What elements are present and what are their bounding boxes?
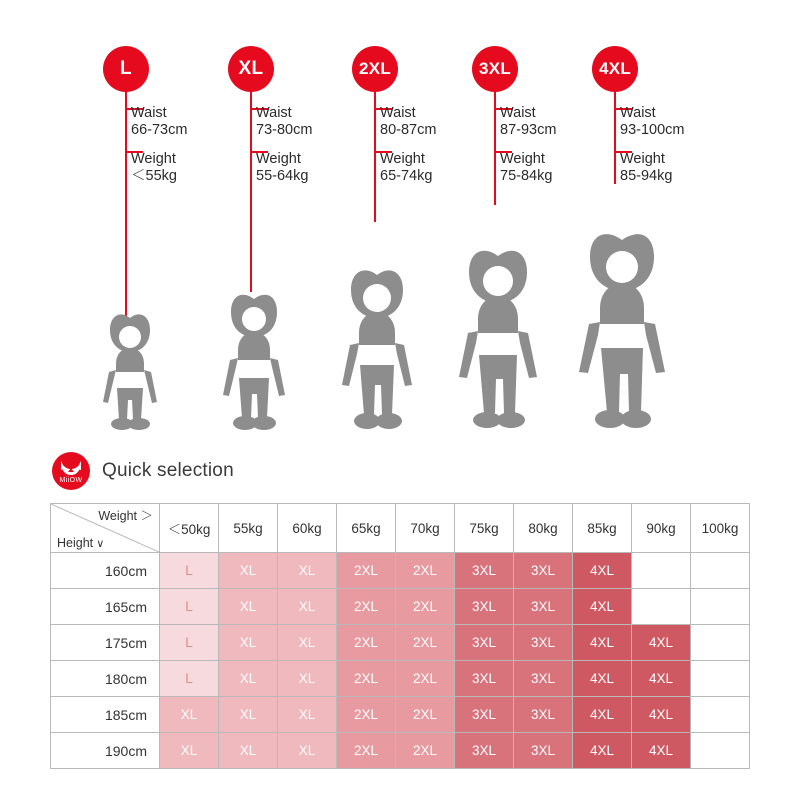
weight-col-header: 80kg <box>514 504 573 553</box>
quick-selection-title: Quick selection <box>102 460 234 481</box>
waist-label: Waist <box>380 105 416 121</box>
size-cell-empty <box>691 553 750 589</box>
callout-weight-L <box>131 151 177 185</box>
waist-value: 80-87cm <box>380 122 437 138</box>
size-cell-empty <box>691 697 750 733</box>
size-cell-xl: XL <box>160 733 219 769</box>
size-cell-empty <box>691 589 750 625</box>
size-cell-xl: XL <box>219 661 278 697</box>
body-figure-XL <box>215 290 293 435</box>
size-selection-table <box>50 503 750 769</box>
body-figure-L <box>95 310 165 435</box>
weight-col-header: 65kg <box>337 504 396 553</box>
size-cell-2xl: 2XL <box>396 733 455 769</box>
weight-value: ＜55kg <box>131 168 177 184</box>
size-cell-2xl: 2XL <box>337 733 396 769</box>
waist-value: 66-73cm <box>131 122 188 138</box>
size-cell-empty <box>632 589 691 625</box>
size-cell-xl: XL <box>278 733 337 769</box>
size-cell-4xl: 4XL <box>573 553 632 589</box>
size-cell-3xl: 3XL <box>514 733 573 769</box>
brand-name: MiiOW <box>59 477 83 484</box>
body-figure-2XL <box>333 265 421 435</box>
size-cell-empty <box>632 553 691 589</box>
size-cell-3xl: 3XL <box>455 625 514 661</box>
waist-label: Waist <box>620 105 656 121</box>
table-row <box>51 553 750 589</box>
size-cell-2xl: 2XL <box>396 589 455 625</box>
height-label-cell: 185cm <box>51 697 160 733</box>
size-cell-l: L <box>160 589 219 625</box>
body-figure-4XL <box>570 228 674 435</box>
body-figure-3XL <box>450 245 546 435</box>
size-cell-4xl: 4XL <box>573 661 632 697</box>
size-cell-2xl: 2XL <box>337 697 396 733</box>
waist-value: 73-80cm <box>256 122 313 138</box>
size-cell-2xl: 2XL <box>337 625 396 661</box>
weight-col-header: ＜50kg <box>160 504 219 553</box>
size-bubble-label: L <box>120 58 132 79</box>
callout-stem-2XL <box>374 92 376 222</box>
callout-stem-L <box>125 92 127 317</box>
weight-value: 55-64kg <box>256 168 309 184</box>
size-cell-4xl: 4XL <box>632 733 691 769</box>
corner-height-label: Height ∨ <box>57 536 105 550</box>
callout-waist-4XL <box>620 105 684 139</box>
size-cell-xl: XL <box>219 589 278 625</box>
size-cell-4xl: 4XL <box>632 697 691 733</box>
table-corner-header <box>51 504 160 553</box>
weight-col-header: 55kg <box>219 504 278 553</box>
callout-weight-XL <box>256 151 308 185</box>
weight-col-header: 60kg <box>278 504 337 553</box>
height-label-cell: 160cm <box>51 553 160 589</box>
waist-label: Waist <box>256 105 292 121</box>
size-cell-xl: XL <box>278 697 337 733</box>
weight-value: 65-74kg <box>380 168 433 184</box>
size-cell-3xl: 3XL <box>455 589 514 625</box>
quick-selection-header <box>52 452 234 490</box>
size-cell-2xl: 2XL <box>337 589 396 625</box>
height-label-cell: 165cm <box>51 589 160 625</box>
weight-col-header: 75kg <box>455 504 514 553</box>
size-cell-xl: XL <box>278 661 337 697</box>
table-row <box>51 661 750 697</box>
size-cell-4xl: 4XL <box>632 625 691 661</box>
size-cell-3xl: 3XL <box>455 697 514 733</box>
waist-value: 87-93cm <box>500 122 557 138</box>
weight-col-header: 70kg <box>396 504 455 553</box>
size-cell-3xl: 3XL <box>514 697 573 733</box>
size-cell-3xl: 3XL <box>455 553 514 589</box>
size-cell-3xl: 3XL <box>514 589 573 625</box>
size-cell-xl: XL <box>160 697 219 733</box>
size-cell-4xl: 4XL <box>573 589 632 625</box>
callout-stem-4XL <box>614 92 616 184</box>
size-cell-empty <box>691 661 750 697</box>
waist-label: Waist <box>131 105 167 121</box>
size-bubble-2XL <box>352 46 398 92</box>
size-cell-2xl: 2XL <box>396 661 455 697</box>
height-label-cell: 175cm <box>51 625 160 661</box>
size-cell-4xl: 4XL <box>632 661 691 697</box>
table-row <box>51 697 750 733</box>
size-cell-3xl: 3XL <box>455 733 514 769</box>
size-cell-3xl: 3XL <box>455 661 514 697</box>
size-cell-l: L <box>160 661 219 697</box>
table-row <box>51 589 750 625</box>
size-cell-xl: XL <box>219 553 278 589</box>
size-cell-2xl: 2XL <box>396 625 455 661</box>
size-cell-l: L <box>160 625 219 661</box>
table-body <box>51 553 750 769</box>
callout-weight-2XL <box>380 151 432 185</box>
weight-col-header: 90kg <box>632 504 691 553</box>
size-bubble-4XL <box>592 46 638 92</box>
corner-weight-label: Weight ＞ <box>98 509 153 523</box>
callout-weight-3XL <box>500 151 552 185</box>
height-label-cell: 190cm <box>51 733 160 769</box>
size-cell-xl: XL <box>278 553 337 589</box>
size-bubble-label: 2XL <box>358 59 392 78</box>
weight-label: Weight <box>620 151 665 167</box>
callout-waist-3XL <box>500 105 556 139</box>
size-cell-2xl: 2XL <box>337 661 396 697</box>
callout-waist-L <box>131 105 187 139</box>
callout-waist-2XL <box>380 105 436 139</box>
size-cell-4xl: 4XL <box>573 733 632 769</box>
brand-logo-icon <box>52 452 90 490</box>
size-cell-xl: XL <box>219 733 278 769</box>
size-cell-4xl: 4XL <box>573 697 632 733</box>
size-cell-2xl: 2XL <box>396 697 455 733</box>
size-cell-4xl: 4XL <box>573 625 632 661</box>
size-bubble-L <box>103 46 149 92</box>
size-cell-xl: XL <box>219 697 278 733</box>
waist-label: Waist <box>500 105 536 121</box>
waist-value: 93-100cm <box>620 122 685 138</box>
chevron-down-icon: ∨ <box>93 538 105 550</box>
weight-col-header: 85kg <box>573 504 632 553</box>
callout-weight-4XL <box>620 151 672 185</box>
weight-col-header: 100kg <box>691 504 750 553</box>
cat-face-icon <box>52 452 90 490</box>
size-cell-2xl: 2XL <box>396 553 455 589</box>
weight-label: Weight <box>131 151 176 167</box>
size-bubble-XL <box>228 46 274 92</box>
size-cell-3xl: 3XL <box>514 553 573 589</box>
table-row <box>51 625 750 661</box>
size-cell-xl: XL <box>278 589 337 625</box>
size-cell-xl: XL <box>278 625 337 661</box>
table-row <box>51 733 750 769</box>
size-bubble-label: 3XL <box>478 59 512 78</box>
weight-value: 85-94kg <box>620 168 673 184</box>
size-cell-2xl: 2XL <box>337 553 396 589</box>
weight-label: Weight <box>500 151 545 167</box>
size-cell-l: L <box>160 553 219 589</box>
size-cell-xl: XL <box>219 625 278 661</box>
size-cell-3xl: 3XL <box>514 625 573 661</box>
size-bubble-label: XL <box>238 58 264 79</box>
size-cell-empty <box>691 733 750 769</box>
size-bubble-3XL <box>472 46 518 92</box>
weight-label: Weight <box>256 151 301 167</box>
height-label-cell: 180cm <box>51 661 160 697</box>
size-cell-3xl: 3XL <box>514 661 573 697</box>
weight-label: Weight <box>380 151 425 167</box>
callout-waist-XL <box>256 105 312 139</box>
size-cell-empty <box>691 625 750 661</box>
size-bubble-label: 4XL <box>598 59 632 78</box>
table-header-row <box>51 504 750 553</box>
weight-value: 75-84kg <box>500 168 553 184</box>
callout-stem-XL <box>250 92 252 292</box>
